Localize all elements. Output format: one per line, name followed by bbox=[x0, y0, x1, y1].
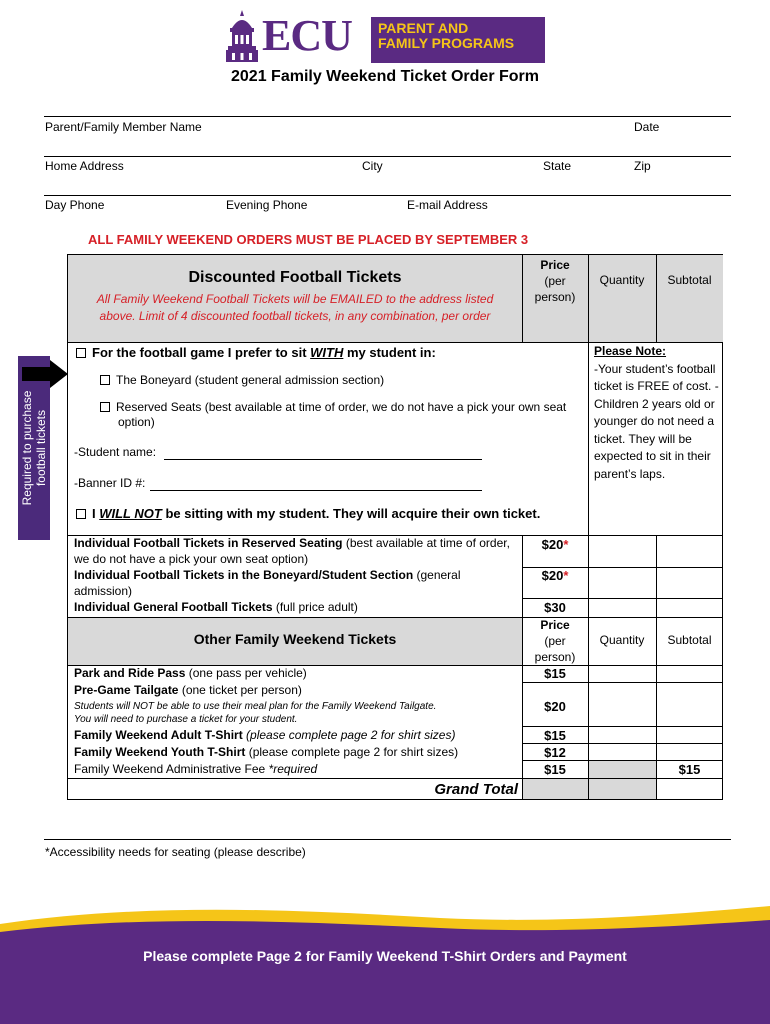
grand-total-price-cell bbox=[523, 779, 588, 799]
grid-line bbox=[522, 682, 723, 683]
park-price: $15 bbox=[544, 666, 566, 681]
tailgate-price: $20 bbox=[544, 699, 566, 714]
logo-program-box bbox=[371, 17, 545, 63]
reserved-option[interactable] bbox=[100, 400, 576, 430]
grid-line bbox=[522, 255, 523, 342]
item-adult-shirt bbox=[74, 728, 518, 742]
sit-with-checkbox[interactable] bbox=[76, 348, 86, 358]
item-3-price: $30 bbox=[544, 600, 566, 615]
other-price-title: Price bbox=[540, 618, 570, 632]
sit-with-post: my student in: bbox=[343, 345, 436, 360]
not-sit-post: be sitting with my student. They will acquire their own ticket. bbox=[161, 506, 541, 521]
banner-id-input[interactable] bbox=[150, 490, 482, 491]
evening-phone-field[interactable]: Evening Phone bbox=[226, 198, 308, 212]
grand-total-qty-cell bbox=[589, 779, 656, 799]
grid-line bbox=[522, 535, 523, 800]
football-note-line-1: All Family Weekend Football Tickets will be EMAILED to the address listed bbox=[96, 292, 494, 306]
adult-price: $15 bbox=[544, 728, 566, 743]
field-line bbox=[44, 195, 731, 196]
item-youth-shirt bbox=[74, 745, 518, 759]
grid-line bbox=[588, 535, 589, 800]
youth-price: $12 bbox=[544, 745, 566, 760]
grid-line bbox=[656, 255, 657, 342]
price-header-sub-1: (per bbox=[544, 274, 566, 288]
tailgate-note-1: Students will NOT be able to use their meal plan for the Family Weekend Tailgate. bbox=[74, 701, 437, 712]
item-3-desc: (full price adult) bbox=[272, 600, 358, 614]
price-header-sub-2: person) bbox=[534, 290, 576, 304]
student-name-label: -Student name: bbox=[74, 445, 157, 459]
logo-line-2: FAMILY PROGRAMS bbox=[378, 35, 515, 51]
other-price-sub-1: (per bbox=[544, 634, 566, 648]
logo-line-1: PARENT AND bbox=[378, 20, 469, 36]
not-sit-pre: I bbox=[92, 506, 100, 521]
required-banner-line-1: Required to purchase bbox=[20, 390, 34, 506]
footer-message: Please complete Page 2 for Family Weekend T-Shirt Orders and Payment bbox=[143, 948, 627, 964]
item-2-name: Individual Football Tickets in the Boneyard/Student Section bbox=[74, 568, 414, 582]
home-address-field[interactable]: Home Address bbox=[45, 159, 124, 173]
please-note-title: Please Note: bbox=[594, 344, 667, 358]
city-field[interactable]: City bbox=[362, 159, 383, 173]
adult-name: Family Weekend Adult T-Shirt bbox=[74, 728, 243, 742]
other-title: Other Family Weekend Tickets bbox=[193, 631, 397, 647]
item-admin-fee bbox=[74, 762, 518, 776]
cupola-icon bbox=[224, 8, 260, 64]
student-name-input[interactable] bbox=[164, 459, 482, 460]
zip-field[interactable]: Zip bbox=[634, 159, 651, 173]
deadline-warning: ALL FAMILY WEEKEND ORDERS MUST BE PLACED BY SEPTEMBER 3 bbox=[88, 232, 529, 247]
park-desc: (one pass per vehicle) bbox=[185, 666, 307, 680]
sit-with-word: WITH bbox=[310, 345, 344, 360]
please-note-body: -Your student’s football ticket is FREE of cost. -Children 2 years old or younger do not need a ticket. They will be expected to sit in their parent’s laps. bbox=[594, 361, 719, 481]
state-field[interactable]: State bbox=[543, 159, 572, 173]
tailgate-note-2: You will need to purchase a ticket for your student. bbox=[74, 714, 298, 725]
please-note bbox=[594, 343, 720, 483]
tailgate-note bbox=[74, 700, 518, 726]
sit-with-option[interactable] bbox=[76, 345, 522, 360]
tailgate-desc: (one ticket per person) bbox=[178, 683, 302, 697]
grid-line bbox=[68, 778, 723, 779]
grid-line bbox=[68, 342, 723, 343]
logo-wordmark: ECU bbox=[262, 11, 352, 60]
not-sit-word: WILL NOT bbox=[99, 506, 162, 521]
subtotal-header: Subtotal bbox=[667, 273, 712, 287]
admin-name: Family Weekend Administrative Fee bbox=[74, 762, 269, 776]
item-1-desc: (best available at time of order, we do not have a pick your own seat option) bbox=[74, 536, 510, 566]
item-2-price: $20* bbox=[541, 568, 569, 583]
arrow-right-icon bbox=[22, 360, 68, 388]
grid-line bbox=[656, 535, 657, 800]
form-title: 2021 Family Weekend Ticket Order Form bbox=[231, 68, 539, 85]
admin-price: $15 bbox=[544, 762, 566, 777]
other-subtotal-header: Subtotal bbox=[667, 633, 712, 647]
other-price-header bbox=[522, 617, 588, 665]
tailgate-name: Pre-Game Tailgate bbox=[74, 683, 179, 697]
item-boneyard bbox=[74, 568, 518, 599]
grid-line bbox=[68, 665, 723, 666]
other-price-sub-2: person) bbox=[534, 650, 576, 664]
day-phone-field[interactable]: Day Phone bbox=[45, 198, 105, 212]
football-title: Discounted Football Tickets bbox=[188, 269, 402, 286]
item-reserved-seating bbox=[74, 536, 518, 567]
youth-name: Family Weekend Youth T-Shirt bbox=[74, 745, 246, 759]
order-form-table bbox=[67, 254, 723, 800]
boneyard-label: The Boneyard (student general admission section) bbox=[116, 373, 385, 387]
admin-qty-cell bbox=[589, 760, 656, 778]
item-park-ride bbox=[74, 666, 518, 680]
grand-total-label: Grand Total bbox=[434, 781, 518, 798]
admin-required: *required bbox=[268, 762, 318, 776]
grid-line bbox=[68, 617, 723, 618]
grid-line bbox=[522, 726, 723, 727]
grid-line bbox=[588, 255, 589, 342]
sit-with-pre: For the football game I prefer to sit bbox=[92, 345, 311, 360]
field-line bbox=[44, 156, 731, 157]
grid-line bbox=[68, 535, 723, 536]
grid-line bbox=[522, 567, 723, 568]
grid-line bbox=[522, 760, 723, 761]
field-line bbox=[44, 839, 731, 840]
item-general bbox=[74, 600, 518, 614]
grid-line bbox=[522, 598, 723, 599]
date-field[interactable]: Date bbox=[634, 120, 660, 134]
item-2-desc: (general admission) bbox=[74, 568, 461, 598]
banner-id-label: -Banner ID #: bbox=[74, 476, 146, 490]
park-name: Park and Ride Pass bbox=[74, 666, 186, 680]
required-banner-line-2: football tickets bbox=[34, 409, 48, 487]
grid-line bbox=[522, 743, 723, 744]
parent-name-field[interactable]: Parent/Family Member Name bbox=[45, 120, 202, 134]
grand-total-field[interactable] bbox=[657, 779, 723, 799]
football-note-line-2: above. Limit of 4 discounted football tickets, in any combination, per order bbox=[99, 309, 491, 323]
boneyard-option[interactable] bbox=[100, 373, 520, 387]
field-line bbox=[44, 116, 731, 117]
grid-line bbox=[588, 342, 589, 535]
other-quantity-header: Quantity bbox=[599, 633, 645, 647]
reserved-label: Reserved Seats (best available at time of order, we do not have a pick your own seat option) bbox=[116, 400, 567, 429]
ecu-logo bbox=[224, 8, 546, 64]
item-1-name: Individual Football Tickets in Reserved Seating bbox=[74, 536, 343, 550]
email-field[interactable]: E-mail Address bbox=[407, 198, 488, 212]
not-sit-option[interactable] bbox=[76, 506, 546, 521]
not-sit-checkbox[interactable] bbox=[76, 509, 86, 519]
boneyard-checkbox[interactable] bbox=[100, 375, 110, 385]
adult-desc: (please complete page 2 for shirt sizes) bbox=[242, 728, 456, 742]
item-tailgate bbox=[74, 683, 518, 697]
quantity-header: Quantity bbox=[599, 273, 645, 287]
reserved-checkbox[interactable] bbox=[100, 402, 110, 412]
price-header-title: Price bbox=[540, 258, 570, 272]
admin-subtotal: $15 bbox=[678, 762, 701, 777]
item-1-price: $20* bbox=[541, 537, 569, 552]
football-note bbox=[78, 291, 512, 325]
price-header bbox=[522, 257, 588, 305]
accessibility-field[interactable]: *Accessibility needs for seating (please describe) bbox=[45, 845, 306, 859]
item-3-name: Individual General Football Tickets bbox=[74, 600, 273, 614]
youth-desc: (please complete page 2 for shirt sizes) bbox=[245, 745, 459, 759]
